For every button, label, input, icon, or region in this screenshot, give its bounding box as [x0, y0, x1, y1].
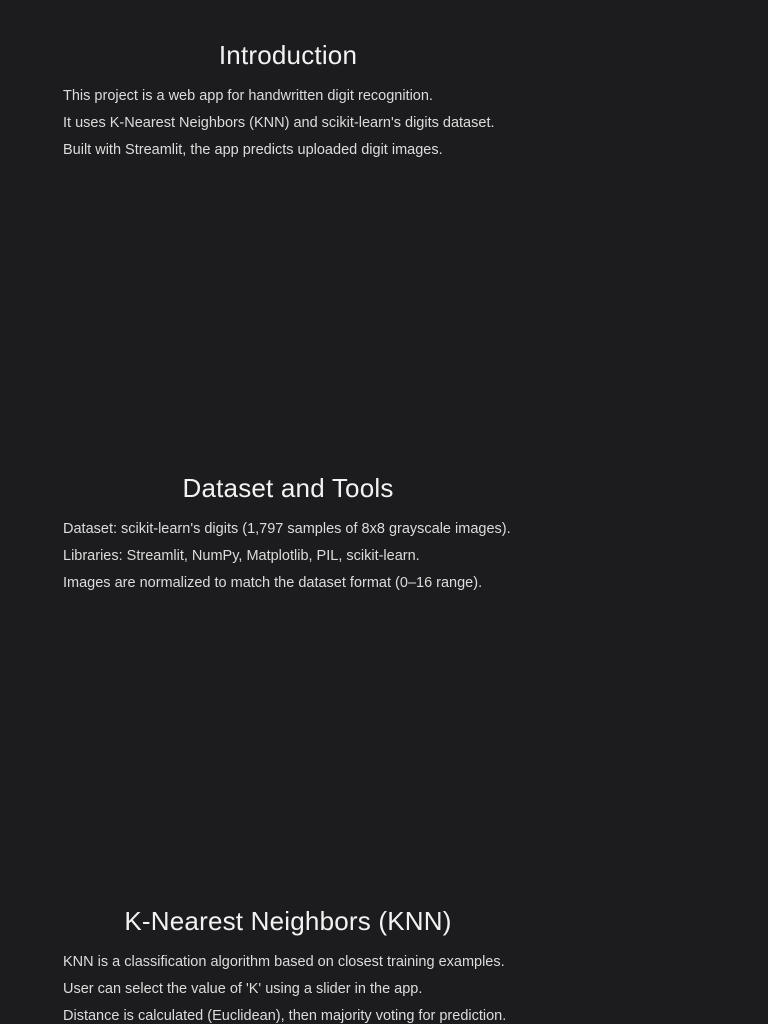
section-knn: [0, 905, 576, 1024]
section-bullet-list: [0, 83, 576, 164]
section-introduction: [0, 39, 576, 164]
section-line: KNN is a classification algorithm based on closest training examples.: [63, 954, 505, 970]
section-line: Distance is calculated (Euclidean), then majority voting for prediction.: [63, 1008, 507, 1024]
section-title: K-Nearest Neighbors (KNN): [124, 906, 452, 936]
section-line: It uses K-Nearest Neighbors (KNN) and scikit-learn's digits dataset.: [63, 115, 495, 131]
section-bullet-list: [0, 516, 576, 597]
section-line: Built with Streamlit, the app predicts uploaded digit images.: [63, 142, 443, 158]
section-bullet-list: [0, 949, 576, 1024]
section-title: Introduction: [218, 40, 358, 70]
section-line: User can select the value of 'K' using a slider in the app.: [63, 981, 423, 997]
section-line: This project is a web app for handwritten digit recognition.: [63, 88, 433, 104]
section-line: Dataset: scikit-learn's digits (1,797 samples of 8x8 grayscale images).: [63, 521, 511, 537]
section-dataset-and-tools: [0, 472, 576, 597]
section-line: Libraries: Streamlit, NumPy, Matplotlib, PIL, scikit-learn.: [63, 548, 420, 564]
section-title: Dataset and Tools: [182, 473, 394, 503]
section-line: Images are normalized to match the dataset format (0–16 range).: [63, 575, 483, 591]
